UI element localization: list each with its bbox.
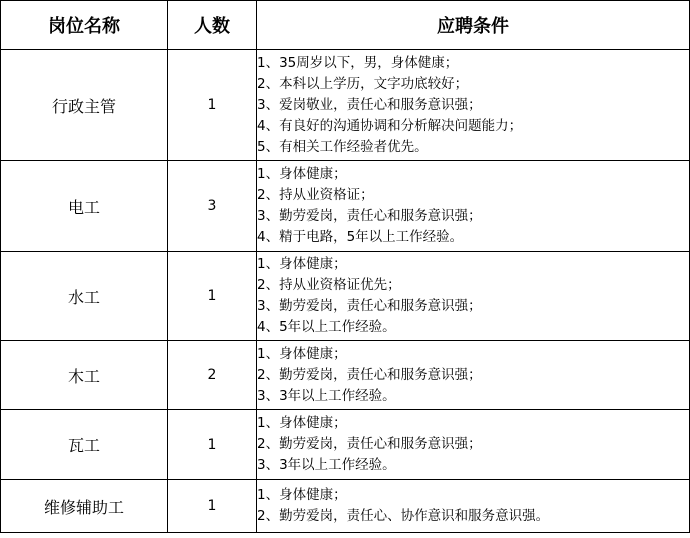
header-requirements: 应聘条件: [257, 1, 690, 50]
header-count: 人数: [168, 1, 257, 50]
table-row: [1, 50, 690, 161]
requirement-line: 2、持从业资格证优先；: [257, 277, 401, 293]
position-name: 维修辅助工: [1, 480, 168, 533]
requirement-line: 3、勤劳爱岗，责任心和服务意识强；: [257, 298, 482, 314]
table-row: [1, 252, 690, 341]
requirement-line: 1、身体健康；: [257, 415, 347, 431]
table-row: [1, 161, 690, 252]
headcount: 1: [168, 252, 257, 341]
requirements-cell: [257, 50, 690, 161]
requirement-line: 2、本科以上学历，文字功底较好；: [257, 75, 469, 92]
requirement-line: 4、精于电路，5年以上工作经验。: [257, 229, 464, 245]
table-row: [1, 341, 690, 410]
headcount: 2: [168, 341, 257, 410]
requirement-line: 1、身体健康；: [257, 487, 347, 503]
position-name: 木工: [1, 341, 168, 410]
position-name: 行政主管: [1, 50, 168, 161]
table-header-row: [1, 1, 690, 50]
headcount: 3: [168, 161, 257, 252]
position-name: 电工: [1, 161, 168, 252]
requirement-line: 1、35周岁以下，男，身体健康；: [257, 54, 459, 71]
requirements-cell: [257, 480, 690, 533]
requirement-line: 4、有良好的沟通协调和分析解决问题能力；: [257, 117, 523, 134]
requirement-line: 3、爱岗敬业，责任心和服务意识强；: [257, 96, 482, 113]
requirement-line: 1、身体健康；: [257, 345, 347, 362]
headcount: 1: [168, 480, 257, 533]
requirement-line: 2、勤劳爱岗，责任心和服务意识强；: [257, 436, 482, 452]
requirement-line: 2、持从业资格证；: [257, 187, 374, 203]
table-row: [1, 410, 690, 480]
requirement-line: 3、3年以上工作经验。: [257, 387, 396, 404]
requirements-cell: [257, 252, 690, 341]
table-row: [1, 480, 690, 533]
requirement-line: 4、5年以上工作经验。: [257, 319, 396, 335]
header-position: 岗位名称: [1, 1, 168, 50]
requirement-line: 2、勤劳爱岗，责任心和服务意识强；: [257, 366, 482, 383]
headcount: 1: [168, 50, 257, 161]
requirement-line: 3、勤劳爱岗，责任心和服务意识强；: [257, 208, 482, 224]
requirement-line: 1、身体健康；: [257, 256, 347, 272]
headcount: 1: [168, 410, 257, 480]
requirements-cell: [257, 161, 690, 252]
requirements-cell: [257, 410, 690, 480]
requirement-line: 1、身体健康；: [257, 166, 347, 182]
requirement-line: 3、3年以上工作经验。: [257, 457, 396, 473]
position-name: 水工: [1, 252, 168, 341]
requirements-cell: [257, 341, 690, 410]
requirement-line: 5、有相关工作经验者优先。: [257, 138, 428, 155]
requirement-line: 2、勤劳爱岗，责任心、协作意识和服务意识强。: [257, 508, 550, 524]
position-name: 瓦工: [1, 410, 168, 480]
